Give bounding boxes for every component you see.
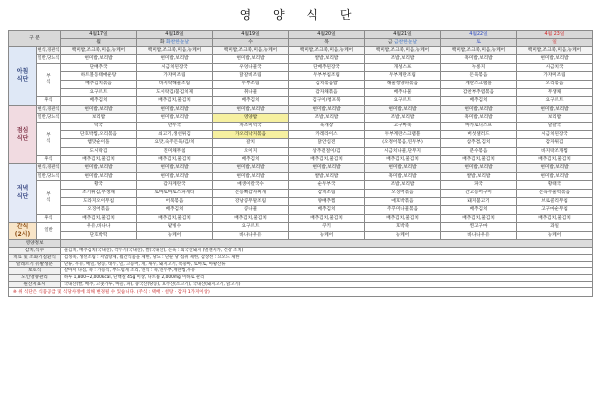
menu-cell: 카레라이스 (289, 130, 365, 138)
meal-label: 점심 식단 (9, 105, 37, 164)
menu-cell: 가쟈미조림 (517, 72, 593, 80)
base-cell: 현미밥,보리밥 (441, 105, 517, 113)
sub-label: 일반,당뇨식 (37, 172, 61, 180)
menu-cell: 햄맛순이돌 (61, 139, 137, 147)
snack-cell: 우유,바나나 (61, 223, 137, 232)
menu-cell: 돼지불고기 (441, 198, 517, 206)
menu-cell: 배추김치 (61, 97, 137, 105)
menu-cell: 보리밥 (61, 114, 137, 122)
menu-cell: 단배추된장국 (289, 63, 365, 71)
date-header: 4월21일 (365, 31, 441, 39)
menu-cell: 어묵볶음 (137, 198, 213, 206)
menu-row (9, 55, 593, 63)
note-label: 알레르기 유발성분 (9, 261, 61, 268)
menu-cell: 애호박볶음 (365, 198, 441, 206)
base-cell: 현미밥,보리밥 (365, 164, 441, 172)
menu-row (9, 172, 593, 180)
menu-cell: 배추김치,물김치 (517, 156, 593, 164)
menu-cell: 가쟈미조림 (137, 72, 213, 80)
note-value: 갈아서 다짐, 죽 : 가능식, 부드럽게 조리, 연식 : 죽,연두부,계란찜,우유 (61, 268, 593, 275)
menu-cell: 단호박찜,오리볶음 (61, 130, 137, 138)
sub-label: 후식 (37, 156, 61, 164)
base-cell: 백미밥,조크죽,미음,뉴케어 (289, 47, 365, 55)
note-value: 검정죽, 생선조림 : 저염탕제, 월간식품을 제한, 당뇨 : 단순 당 섭취 제한, 갑상선 : 요오드 제한 (61, 254, 593, 261)
day-header (137, 39, 213, 47)
menu-cell: 삼추겹,김치 (441, 139, 517, 147)
snack-sub: 일반 (37, 223, 61, 240)
base-label: 현식,경관식 (37, 47, 61, 55)
menu-cell: 쌀밥,보리밥 (441, 172, 517, 180)
menu-cell: 두부계란조림 (365, 72, 441, 80)
date-header: 4월18일 (137, 31, 213, 39)
menu-cell: 쇠고기,생선튀김 (137, 130, 213, 138)
menu-cell: 두부계란스크램블 (365, 130, 441, 138)
menu-cell: 시금치국 (517, 63, 593, 71)
menu-cell: 두부조림 (213, 80, 289, 88)
base-cell: 현미밥,보리밥 (289, 164, 365, 172)
menu-cell: 진미채무침 (137, 147, 213, 155)
menu-cell: 현미밥,보리밥 (61, 172, 137, 180)
menu-row (9, 97, 593, 105)
menu-cell: 배추김치볶음 (61, 80, 137, 88)
menu-cell: 배추김치,물김치 (213, 214, 289, 222)
menu-cell: 고구마순무침 (517, 206, 593, 214)
menu-row (9, 122, 593, 130)
base-label: 현식,경관식 (37, 105, 61, 113)
menu-row (9, 198, 593, 206)
sub-label: 부 식 (37, 181, 61, 215)
menu-cell: 감자채볶음 (289, 88, 365, 96)
menu-cell: 현미밥,보리밥 (137, 55, 213, 63)
menu-cell: 갈치 (213, 139, 289, 147)
menu-cell: 오이지 (213, 147, 289, 155)
menu-cell: 배추김치,물김치 (61, 156, 137, 164)
snack-cell: 호박죽 (365, 223, 441, 232)
meal-label: 저녁 식단 (9, 164, 37, 223)
snack-cell: 바나나우유 (441, 231, 517, 240)
menu-row (9, 130, 593, 138)
menu-cell: 배추김치 (441, 97, 517, 105)
menu-row (9, 189, 593, 197)
menu-cell: 개성스프 (365, 63, 441, 71)
meal-label: 아침 식단 (9, 47, 37, 106)
menu-cell: 감치조림 (289, 189, 365, 197)
base-row (9, 164, 593, 172)
menu-row (9, 156, 593, 164)
menu-cell: 배추김치 (137, 206, 213, 214)
menu-cell: 바지락조개찜 (517, 147, 593, 155)
sub-label: 후식 (37, 97, 61, 105)
menu-cell: 현미밥,보리밥 (213, 55, 289, 63)
menu-cell: 조밥,보리밥 (365, 181, 441, 189)
menu-cell: (오정어볶음,연두부) (365, 139, 441, 147)
base-cell: 현미밥,보리밥 (213, 164, 289, 172)
base-cell: 백미밥,조크죽,미음,뉴케어 (61, 47, 137, 55)
menu-row (9, 88, 593, 96)
menu-cell: 무생채 (517, 88, 593, 96)
base-cell: 현미밥,보리밥 (517, 164, 593, 172)
day-header: 목 (289, 39, 365, 47)
menu-cell: 배추김치 (289, 206, 365, 214)
snack-cell: 뉴케어 (137, 231, 213, 240)
sub-label: 일반,당뇨식 (37, 114, 61, 122)
menu-cell: 현미밥,보리밥 (137, 114, 213, 122)
footer-note: ※ 위 식단은 식품공급 및 식당사정에 의해 변경될 수 있습니다. (주식 : 택배 · 설탕 · 감자 1가지이상) (9, 288, 593, 297)
note-value (61, 240, 593, 248)
menu-cell: 배추김치,물김치 (441, 214, 517, 222)
snack-row (9, 223, 593, 232)
menu-cell: 현미밥,보리밥 (213, 172, 289, 180)
menu-cell: 강낭콩무말조림 (213, 198, 289, 206)
day-note: 화찬한눈날 (166, 39, 190, 45)
note-row (9, 261, 593, 268)
gubun-header: 구 분 (9, 31, 61, 47)
menu-cell: 배추김치 (441, 206, 517, 214)
menu-cell: 조밥,보리밥 (365, 114, 441, 122)
menu-cell: 떡국 (61, 122, 137, 130)
menu-cell: 차조미역국 (213, 122, 289, 130)
base-cell: 백미밥,조크죽,미음,뉴케어 (517, 47, 593, 55)
base-cell: 현미밥,보리밥 (137, 105, 213, 113)
menu-cell: 쌀밥,보리밥 (289, 172, 365, 180)
menu-cell: 계란스크램블 (441, 80, 517, 88)
menu-row (9, 206, 593, 214)
menu-cell: 요구르트 (517, 97, 593, 105)
base-cell: 현미밥,보리밥 (61, 164, 137, 172)
base-label: 현식,경관식 (37, 164, 61, 172)
menu-cell: 버섯샐러드 (441, 130, 517, 138)
menu-cell: 가오리낙지볶음 (213, 130, 289, 138)
menu-cell: 하트볼동태매운탕 (61, 72, 137, 80)
day-header: 토 (441, 39, 517, 47)
menu-cell: 흑미밥,보리밥 (441, 114, 517, 122)
menu-cell: 토마토마토스파게티 (137, 189, 213, 197)
menu-cell: 오징어볶음 (365, 189, 441, 197)
note-label: 영양정보 (9, 240, 61, 248)
menu-cell: 흑미밥,보리밥 (441, 55, 517, 63)
base-cell: 현미밥,보리밥 (517, 105, 593, 113)
menu-cell: 흑미밥,보리밥 (365, 172, 441, 180)
menu-cell: 배추김치,물김치 (61, 214, 137, 222)
menu-cell: 감찬부추엽볶음 (441, 88, 517, 96)
snack-cell: 찐고구마 (441, 223, 517, 232)
snack-cell: 팥빙수 (137, 223, 213, 232)
menu-cell: 육개장 (289, 122, 365, 130)
menu-cell: 브로콜리무침 (517, 198, 593, 206)
menu-cell: 요구르트 (365, 97, 441, 105)
menu-cell: 오징어볶음 (61, 206, 137, 214)
base-row (9, 47, 593, 55)
menu-cell: 감자튀김 (517, 139, 593, 147)
base-cell: 백미밥,조크죽,미음,뉴케어 (365, 47, 441, 55)
base-cell: 현미밥,보리밥 (213, 105, 289, 113)
menu-cell: 분수볶음 (441, 147, 517, 155)
menu-cell: 현미밥,보리밥 (517, 55, 593, 63)
base-cell: 현미밥,보리밥 (61, 105, 137, 113)
menu-cell: 두부부침조림 (289, 72, 365, 80)
menu-cell: 요맛,숙주돈육/김/치 (137, 139, 213, 147)
menu-cell: 시금치나물,단무지 (365, 147, 441, 155)
footer-row (9, 288, 593, 297)
note-label: 보호식 (9, 268, 61, 275)
menu-cell: 바지락해물조림 (137, 80, 213, 88)
snack-cell: 쿠키 (289, 223, 365, 232)
menu-cell: 배추나물 (365, 88, 441, 96)
menu-cell: 조밥,보리밥 (289, 114, 365, 122)
date-header: 4월22일 (441, 31, 517, 39)
menu-cell: 배추김치,물김치 (365, 214, 441, 222)
note-value: 물김치, 배추김치(국내산), 깍두기(국내산), 쌀(국내산), 돈육 : 외국산돼지 (멜젠지카, 건강 조치) (61, 248, 593, 255)
note-row (9, 240, 593, 248)
menu-cell: 배추김치,물김치 (289, 156, 365, 164)
menu-cell: 누룽지 (441, 63, 517, 71)
menu-cell: 매생이칼국수 (213, 181, 289, 189)
sub-label: 부 식 (37, 63, 61, 97)
menu-cell: 도라지오이무침 (61, 198, 137, 206)
menu-cell: 배추김치 (213, 97, 289, 105)
date-header: 4월 23일 (517, 31, 593, 39)
base-cell: 현미밥,보리밥 (365, 105, 441, 113)
day-note: 금찬한눈날 (394, 39, 418, 45)
snack-cell: 요구르트 (213, 223, 289, 232)
menu-cell: 콩나물 (213, 206, 289, 214)
menu-cell: 단배추국 (61, 63, 137, 71)
menu-cell: 취나물 (213, 88, 289, 96)
date-header: 4월17일 (61, 31, 137, 39)
sub-label: 후식 (37, 214, 61, 222)
menu-cell: 배추김치,물김치 (441, 156, 517, 164)
snack-cell: 단호박떡 (61, 231, 137, 240)
note-value: 난류, 우유, 메밀, 땅콩, 대두, 밀, 고등어, 게, 새우, 돼지고기, 복숭아, 토마토, 아황산류 (61, 261, 593, 268)
note-label: 원산지표시 (9, 281, 61, 288)
note-value: 하루 1,800~2,000kcal, 단백질 45g 이상, 나트륨 2,000mg 이하로 관리 (61, 275, 593, 282)
base-cell: 현미밥,보리밥 (441, 164, 517, 172)
menu-cell: 김구이/청포묵 (289, 97, 365, 105)
menu-cell: 현미밥,보리밥 (61, 55, 137, 63)
menu-cell: 해물청양파볶음 (365, 80, 441, 88)
base-cell: 백미밥,조크죽,미음,뉴케어 (441, 47, 517, 55)
menu-cell: 시금치된장국 (517, 130, 593, 138)
note-row (9, 268, 593, 275)
menu-cell: 돈등뼈감자찌개 (213, 189, 289, 197)
note-row (9, 254, 593, 261)
menu-cell: 돈육주물럭볶음 (517, 189, 593, 197)
note-label: 노인영양관리 (9, 275, 61, 282)
day-header: 수 (213, 39, 289, 47)
menu-row (9, 147, 593, 155)
menu-cell: 닭갈비조림 (213, 72, 289, 80)
menu-cell: 조기튀김,무생채 (61, 189, 137, 197)
menu-row (9, 72, 593, 80)
sub-label: 부 식 (37, 122, 61, 156)
base-cell: 현미밥,보리밥 (137, 164, 213, 172)
snack-cell: 뉴케어 (365, 231, 441, 240)
menu-cell: 시금치된장국 (137, 63, 213, 71)
menu-cell: 황국 (61, 181, 137, 189)
menu-cell: 돈육볶음 (441, 72, 517, 80)
menu-cell: 요구르트 (61, 88, 137, 96)
menu-cell: 주꾸미나물볶음 (365, 206, 441, 214)
date-header: 4월20일 (289, 31, 365, 39)
base-cell: 현미밥,보리밥 (289, 105, 365, 113)
menu-cell: 순두부국 (289, 181, 365, 189)
menu-cell: 영양밥 (213, 114, 289, 122)
page-title: 영 양 식 단 (239, 8, 361, 22)
snack-cell: 과일 (517, 223, 593, 232)
menu-row (9, 214, 593, 222)
menu-cell: 배추김치 (213, 156, 289, 164)
menu-cell: 감자계란국 (137, 181, 213, 189)
menu-cell: 상추겉절이/김 (289, 147, 365, 155)
menu-cell: 배추김치,물김치 (289, 214, 365, 222)
note-row (9, 248, 593, 255)
menu-cell: 황태국 (517, 181, 593, 189)
menu-cell: 도시락김/불김치제 (137, 88, 213, 96)
menu-row (9, 139, 593, 147)
note-label: 감치,식수 (9, 248, 61, 255)
menu-cell: 오리볶음 (517, 80, 593, 88)
menu-cell: 도시락김 (61, 147, 137, 155)
base-cell: 백미밥,조크죽,미음,뉴케어 (137, 47, 213, 55)
note-value: 국내산(쌀, 배추, 고춧가루, 마늘, 파), 중국산(땅콩), 호주산(소고기), 국내산(돼지고기, 닭고기) (61, 281, 593, 288)
menu-cell: 김치볶음밥 (289, 80, 365, 88)
menu-cell: 닭안심전 (289, 139, 365, 147)
snack-cell: 뉴케어 (289, 231, 365, 240)
snack-cell: 뉴케어 (517, 231, 593, 240)
day-header: 일 (517, 39, 593, 47)
day-header: 월 (61, 39, 137, 47)
snack-cell: 바나나우유 (213, 231, 289, 240)
snack-row (9, 231, 593, 240)
day-header (365, 39, 441, 47)
base-cell: 백미밥,조크죽,미음,뉴케어 (213, 47, 289, 55)
menu-cell: 파국 (441, 181, 517, 189)
menu-cell: 양배추찜 (289, 198, 365, 206)
snack-label: 간식 (2시) (9, 223, 37, 240)
meal-plan-table (8, 30, 593, 297)
menu-cell: 우엉나물국 (213, 63, 289, 71)
day-label: 화 (159, 39, 165, 45)
menu-cell: 조밥,보리밥 (365, 55, 441, 63)
note-row (9, 275, 593, 282)
menu-row (9, 114, 593, 122)
menu-cell: 현미밥,보리밥 (517, 172, 593, 180)
menu-cell: 현미밥,보리밥 (137, 172, 213, 180)
menu-cell: 배추김치,물김치 (137, 156, 213, 164)
menu-row (9, 181, 593, 189)
menu-cell: 배추김치,물김치 (365, 156, 441, 164)
menu-cell: 배추김치,물김치 (137, 97, 213, 105)
date-header: 4월19일 (213, 31, 289, 39)
menu-cell: 고구마죽 (365, 122, 441, 130)
menu-cell: 배추김치,물김치 (517, 214, 593, 222)
base-row (9, 105, 593, 113)
menu-cell: 보리밥 (517, 114, 593, 122)
menu-cell: 쌀밥,보리밥 (289, 55, 365, 63)
menu-cell: 마카로니스프 (441, 122, 517, 130)
menu-cell: 간고등어구이 (441, 189, 517, 197)
menu-cell: 배추김치,물김치 (137, 214, 213, 222)
menu-cell: 만두국 (137, 122, 213, 130)
day-label: 금 (387, 39, 393, 45)
menu-cell: 달걀국 (517, 122, 593, 130)
menu-row (9, 80, 593, 88)
sub-label: 일반,당뇨식 (37, 55, 61, 63)
note-label: 치료 및 소화기질환식 (9, 254, 61, 261)
menu-row (9, 63, 593, 71)
note-row (9, 281, 593, 288)
